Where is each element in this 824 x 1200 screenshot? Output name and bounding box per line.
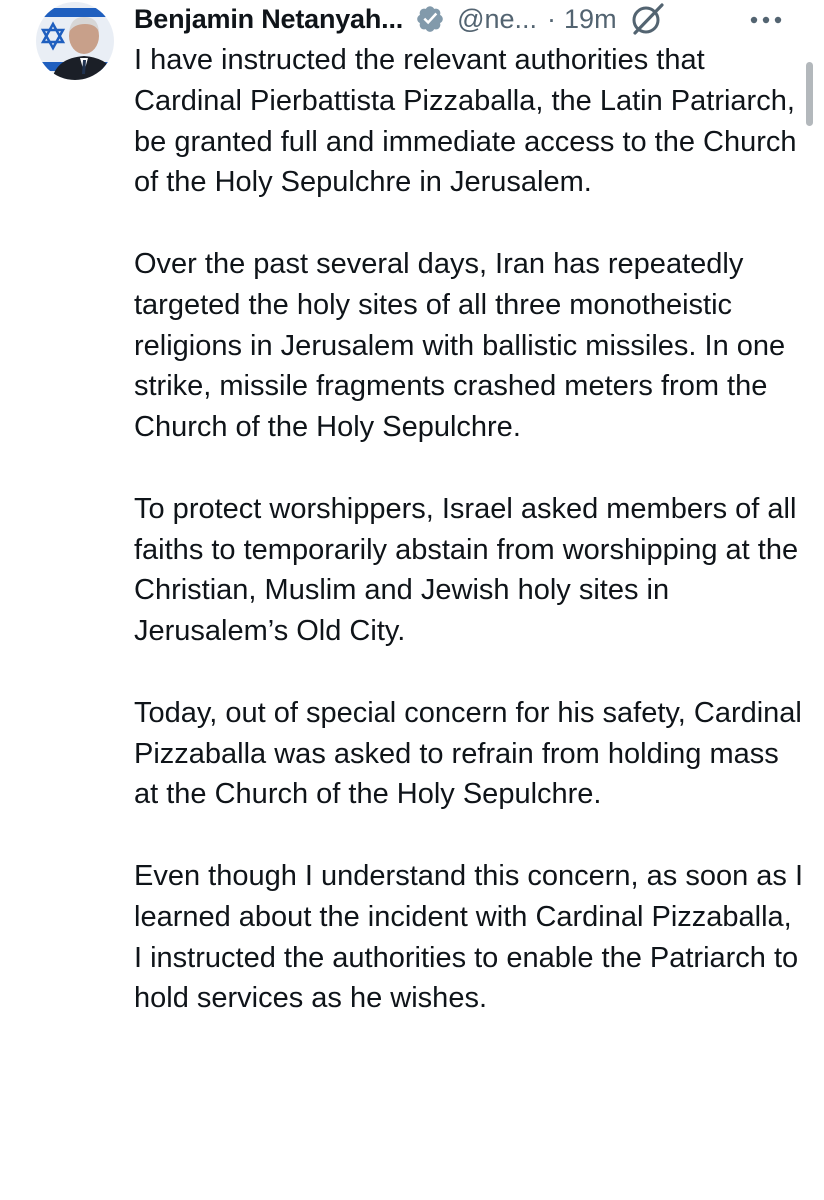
tweet-text (134, 40, 806, 1060)
avatar-image (36, 2, 114, 80)
tweet-paragraph: To protect worshippers, Israel asked members of all faiths to temporarily abstain from worshipping at the Christian, Muslim and Jewish holy sites in Jerusalem’s Old City. (134, 492, 799, 648)
scrollbar[interactable] (806, 62, 813, 126)
author-name[interactable]: Benjamin Netanyah... (134, 3, 404, 34)
tweet-paragraph: Even though I understand this concern, as soon as I learned about the incident with Cardinal Pizzaballa, I instructed the authorities to enable the Patriarch to hold services as he wishes. (134, 859, 804, 1015)
tweet-paragraph: Today, out of special concern for his safety, Cardinal Pizzaballa was asked to refrain from holding mass at the Church of the Holy Sepulchre. (134, 696, 802, 811)
avatar[interactable] (36, 2, 114, 80)
tweet-paragraph: I have instructed the relevant authorities that Cardinal Pierbattista Pizzaballa, the Latin Patriarch, be granted full and immediate access to the Church of the Holy Sepulchre in Jerusalem. (134, 44, 797, 199)
verified-badge-icon[interactable] (415, 4, 445, 34)
author-handle[interactable]: @ne... (457, 3, 538, 34)
timestamp[interactable]: 19m (564, 3, 617, 34)
tweet-header (134, 0, 774, 38)
tweet-paragraph: Over the past several days, Iran has repeatedly targeted the holy sites of all three monotheistic religions in Jerusalem with ballistic missiles. In one strike, missile fragments crashed meters from the Church of the Holy Sepulchre. (134, 247, 786, 444)
more-options-icon[interactable] (748, 13, 784, 25)
grok-icon[interactable] (629, 2, 667, 36)
separator-dot: · (547, 3, 557, 34)
